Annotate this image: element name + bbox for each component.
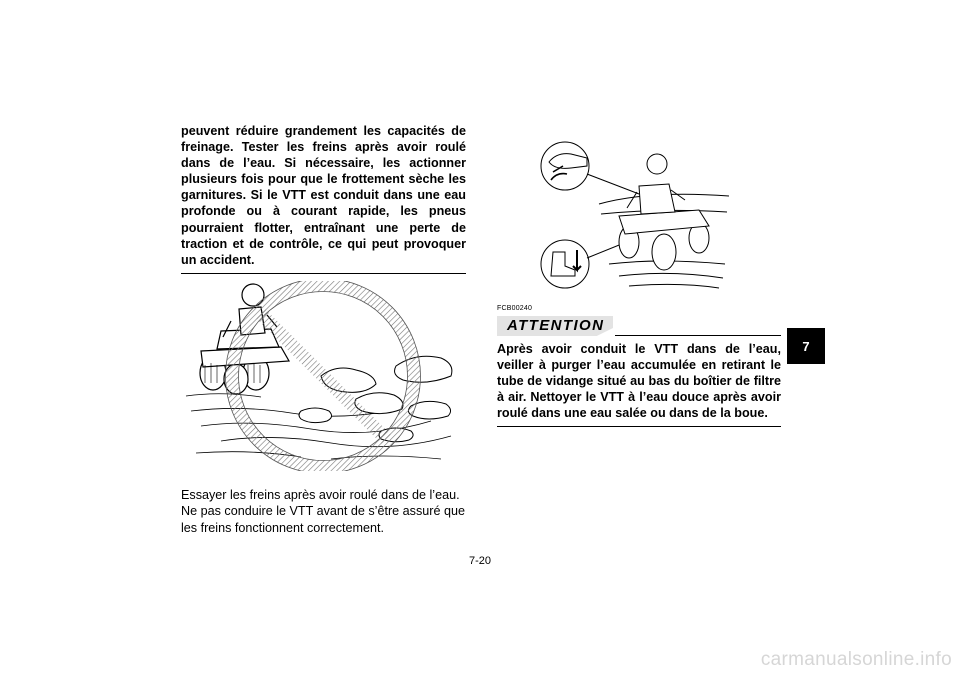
attention-rule [615,335,781,336]
page-number: 7-20 [469,555,492,567]
attention-end-rule [497,426,781,427]
warning-text: peuvent réduire grandement les capacités de freinage. Tester les freins après avoir roulé dans de l’eau. Si nécessaire, les actionner plusieurs fois pour que le frottement sèche les garnitures. Si le VTT est conduit dans une eau profonde ou à courant rapide, les pneus pourraient flotter, entraînant une perte de traction et de contrôle, ce qui peut provoquer un accident. [181,124,466,267]
prohibited-water-crossing-illustration [181,281,466,471]
watermark: carmanualsonline.info [760,649,952,670]
warning-end-rule [181,273,466,274]
attention-header [497,316,781,338]
notice-code: FCB00240 [497,305,533,312]
attention-text: Après avoir conduit le VTT dans de l’eau, veiller à purger l’eau accumulée en retirant le tube de vidange situé au bas du boîtier de filtre à air. Nettoyer le VTT à l’eau douce après avoir roulé dans une eau salée ou dans de la boue. [497,342,781,421]
attention-label: ATTENTION [507,317,605,334]
brake-test-illustration [539,134,729,294]
chapter-tab: 7 [787,328,825,364]
attention-block [497,341,781,427]
warning-block [181,123,466,274]
body-paragraph: Essayer les freins après avoir roulé dans de l’eau. Ne pas conduire le VTT avant de s’être assuré que les freins fonctionnent correctement. [181,488,465,535]
